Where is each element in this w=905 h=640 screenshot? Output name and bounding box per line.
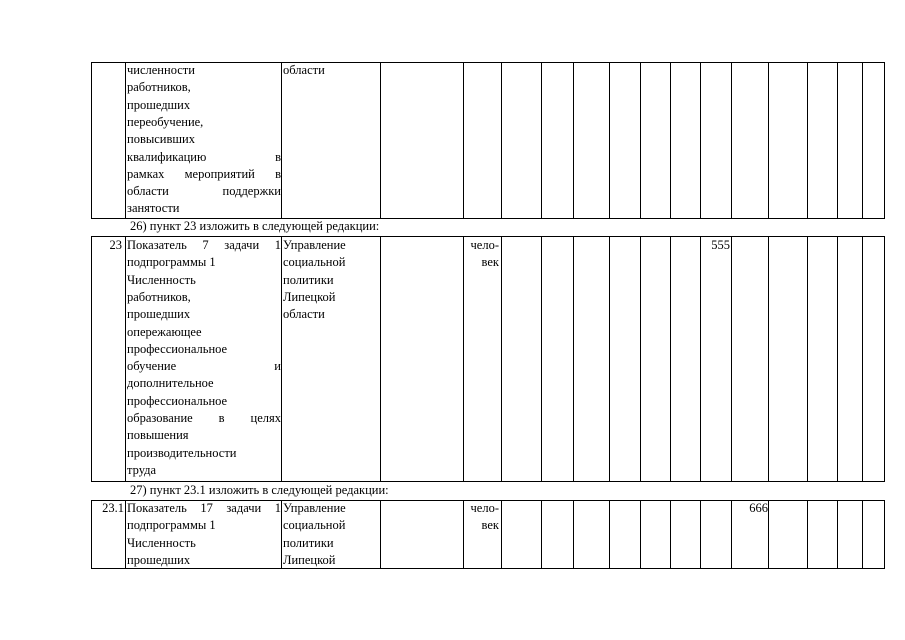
cell-line: Показатель 7 задачи 1 [127,238,281,252]
row-23-number: 23 [109,238,122,252]
row-23-1-number: 23.1 [102,501,124,515]
cell-line: повышения [127,428,189,443]
cell-line: области [283,63,325,77]
note-26: 26) пункт 23 изложить в следующей редакции: [130,219,380,233]
cell-line: социальной [283,518,346,533]
cell-line: обучение и [127,359,281,374]
cell-line: чело- [470,238,499,252]
cell-line: дополнительное [127,376,214,391]
cell-line: подпрограммы 1 [127,518,216,533]
cell-line: прошедших [127,307,191,322]
cell-line: Показатель 17 задачи 1 [127,501,281,515]
cell-line: рамках мероприятий в [127,166,281,181]
note-27: 27) пункт 23.1 изложить в следующей редакции: [130,483,389,497]
cell-line: политики [283,272,334,287]
cell-line: области [283,307,325,322]
cell-line: численности [127,63,195,77]
cell-line: Управление [283,501,346,515]
cell-line: век [481,518,499,533]
cell-line: квалификацию в [127,149,281,164]
cell-line: труда [127,462,157,477]
cell-line: Липецкой [283,552,336,567]
cell-line: профессиональное [127,341,228,356]
cell-line: работников, [127,80,191,95]
cell-line: переобучение, [127,114,204,129]
cell-line: образование в целях [127,411,281,425]
cell-line: повысивших [127,132,195,147]
cell-line: социальной [283,255,346,270]
cell-line: опережающее [127,324,202,339]
cell-line: Управление [283,238,346,252]
cell-line: прошедших [127,97,191,112]
cell-line: области поддержки [127,184,281,199]
cell-line: подпрограммы 1 [127,255,216,270]
cell-line: занятости [127,201,180,216]
cell-line: чело- [470,501,499,515]
cell-line: политики [283,535,334,550]
cell-line: Численность [127,272,196,287]
cell-line: производительности [127,445,237,460]
row-23-1-value: 666 [749,501,768,515]
cell-line: прошедших [127,552,191,567]
cell-line: Липецкой [283,289,336,304]
cell-line: работников, [127,289,191,304]
cell-line: век [481,255,499,270]
row-23-value: 555 [711,238,730,252]
cell-line: Численность [127,535,196,550]
cell-line: профессиональное [127,393,228,408]
